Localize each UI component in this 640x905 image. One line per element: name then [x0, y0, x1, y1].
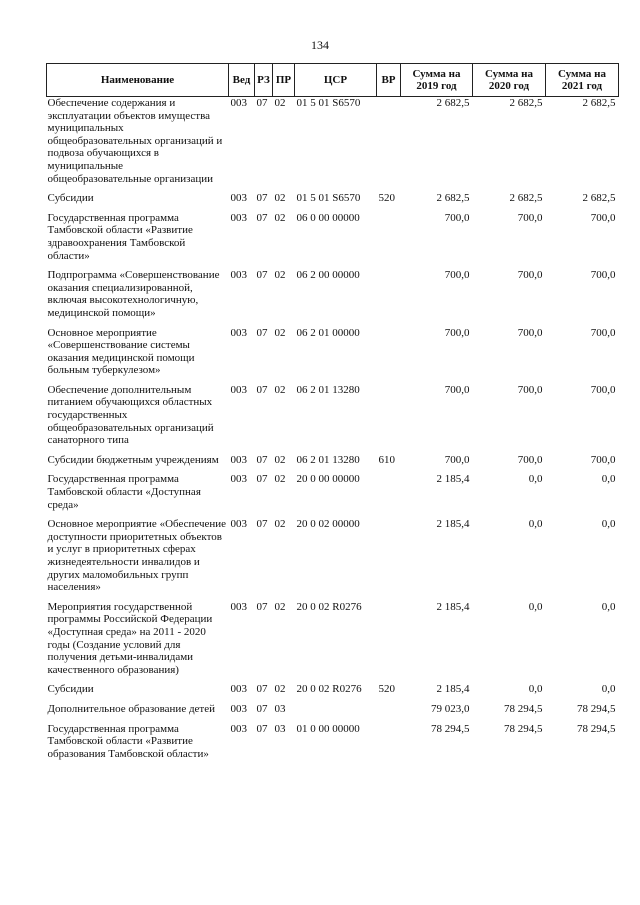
cell-rz: 07: [256, 326, 268, 339]
table-row: [47, 327, 619, 384]
cell-vr: [377, 723, 401, 768]
cell-sum-2020: 0,0: [528, 600, 543, 613]
cell-sum-2021: 0,0: [601, 518, 616, 531]
cell-pr: 02: [274, 269, 286, 282]
cell-sum-2019: 700,0: [444, 383, 470, 396]
cell-sum-2021: 700,0: [590, 383, 616, 396]
cell-sum-2019: 700,0: [444, 453, 470, 466]
header-sum-2020: Сумма на 2020 год: [473, 64, 546, 97]
header-name: Наименование: [47, 64, 229, 97]
cell-ved: 003: [230, 722, 247, 735]
cell-sum-2020: 2 682,5: [509, 97, 543, 109]
cell-rz: 07: [256, 383, 268, 396]
cell-pr: 02: [274, 683, 286, 696]
cell-ved: 003: [230, 192, 247, 205]
cell-pr: 02: [274, 518, 286, 531]
cell-name: Государственная программа Тамбовской области «Доступная среда»: [47, 473, 201, 511]
cell-pr: 02: [274, 453, 286, 466]
cell-sum-2019: 700,0: [444, 326, 470, 339]
cell-sum-2021: 0,0: [601, 473, 616, 486]
cell-sum-2020: 700,0: [517, 383, 543, 396]
cell-csr: 01 5 01 S6570: [296, 192, 361, 205]
cell-sum-2019: 700,0: [444, 269, 470, 282]
cell-rz: 07: [256, 192, 268, 205]
cell-ved: 003: [230, 211, 247, 224]
table-row: [47, 473, 619, 518]
cell-ved: 003: [230, 453, 247, 466]
header-sum-2019: Сумма на 2019 год: [401, 64, 473, 97]
cell-ved: 003: [230, 97, 247, 109]
cell-csr: 06 0 00 00000: [296, 211, 360, 224]
table-row: [47, 97, 619, 193]
cell-name: Государственная программа Тамбовской области «Развитие здравоохранения Тамбовской области»: [47, 211, 193, 262]
cell-vr: [377, 327, 401, 384]
header-csr: ЦСР: [295, 64, 377, 97]
header-pr: ПР: [273, 64, 295, 97]
cell-ved: 003: [230, 269, 247, 282]
cell-sum-2020: 0,0: [528, 518, 543, 531]
cell-name: Мероприятия государственной программы Российской Федерации «Доступная среда» на 2011 - 2020 годы (Создание условий для получения детьми-инвалидами качественного образования): [47, 600, 213, 676]
table-row: [47, 683, 619, 703]
cell-csr: 20 0 02 R0276: [296, 600, 362, 613]
cell-name: Субсидии: [47, 683, 94, 696]
cell-vr: [377, 97, 401, 193]
cell-name: Дополнительное образование детей: [47, 702, 216, 715]
cell-sum-2021: 0,0: [601, 683, 616, 696]
cell-name: Подпрограмма «Совершенствование оказания специализированной, включая высокотехнологичную, медицинской помощи»: [47, 269, 220, 319]
cell-vr: [377, 269, 401, 326]
cell-rz: 07: [256, 211, 268, 224]
cell-ved: 003: [230, 702, 247, 715]
cell-rz: 07: [256, 702, 268, 715]
cell-name: Основное мероприятие «Обеспечение доступности приоритетных объектов и услуг в приоритетных сферах жизнедеятельности инвалидов и других маломобильных групп населения»: [47, 518, 227, 594]
cell-pr: 03: [274, 722, 286, 735]
cell-rz: 07: [256, 683, 268, 696]
cell-vr: [377, 601, 401, 684]
cell-rz: 07: [256, 97, 268, 109]
cell-pr: 02: [274, 192, 286, 205]
cell-ved: 003: [230, 600, 247, 613]
cell-sum-2019: 2 185,4: [436, 600, 470, 613]
cell-rz: 07: [256, 600, 268, 613]
cell-name: Субсидии бюджетным учреждениям: [47, 453, 219, 466]
cell-rz: 07: [256, 518, 268, 531]
cell-sum-2019: 2 185,4: [436, 473, 470, 486]
cell-sum-2019: 2 682,5: [436, 97, 470, 109]
cell-sum-2019: 78 294,5: [431, 722, 470, 735]
cell-sum-2020: 0,0: [528, 683, 543, 696]
cell-name: Субсидии: [47, 192, 94, 205]
page-number: 134: [311, 38, 329, 52]
table-row: [47, 723, 619, 768]
cell-name: Обеспечение содержания и эксплуатации объектов имущества муниципальных общеобразовательных организаций и подвоза обучающихся в муниципальные общеобразовательные организации: [47, 97, 223, 185]
cell-sum-2021: 700,0: [590, 269, 616, 282]
table-header-row: [47, 64, 619, 97]
cell-csr: 06 2 01 00000: [296, 326, 360, 339]
cell-sum-2021: 700,0: [590, 211, 616, 224]
cell-pr: 02: [274, 326, 286, 339]
cell-ved: 003: [230, 473, 247, 486]
cell-rz: 07: [256, 722, 268, 735]
cell-pr: 02: [274, 383, 286, 396]
cell-sum-2020: 0,0: [528, 473, 543, 486]
cell-vr: 520: [378, 192, 395, 205]
cell-csr: 06 2 00 00000: [296, 269, 360, 282]
cell-ved: 003: [230, 518, 247, 531]
cell-sum-2021: 78 294,5: [577, 702, 616, 715]
cell-sum-2019: 2 185,4: [436, 518, 470, 531]
cell-pr: 03: [274, 702, 286, 715]
cell-sum-2019: 700,0: [444, 211, 470, 224]
cell-name: Основное мероприятие «Совершенствование системы оказания медицинской помощи больным туберкулезом»: [47, 326, 195, 377]
cell-sum-2019: 2 682,5: [436, 192, 470, 205]
cell-csr: 20 0 02 R0276: [296, 683, 362, 696]
cell-csr: 20 0 02 00000: [296, 518, 360, 531]
table-body: [47, 97, 619, 768]
table-row: [47, 269, 619, 326]
cell-sum-2020: 700,0: [517, 326, 543, 339]
cell-vr: [377, 473, 401, 518]
header-ved: Вед: [229, 64, 255, 97]
cell-pr: 02: [274, 211, 286, 224]
cell-vr: [377, 703, 401, 723]
table-row: [47, 192, 619, 212]
header-sum-2021: Сумма на 2021 год: [546, 64, 619, 97]
cell-rz: 07: [256, 453, 268, 466]
cell-csr: 01 5 01 S6570: [296, 97, 361, 109]
table-row: [47, 384, 619, 454]
table-row: [47, 212, 619, 269]
table-row: [47, 703, 619, 723]
cell-csr: 01 0 00 00000: [296, 722, 360, 735]
cell-ved: 003: [230, 383, 247, 396]
cell-vr: 610: [378, 453, 395, 466]
cell-name: Государственная программа Тамбовской области «Развитие образования Тамбовской области»: [47, 722, 209, 760]
cell-rz: 07: [256, 473, 268, 486]
cell-sum-2019: 79 023,0: [431, 702, 470, 715]
cell-csr: 20 0 00 00000: [296, 473, 360, 486]
cell-vr: [377, 384, 401, 454]
cell-sum-2019: 2 185,4: [436, 683, 470, 696]
cell-vr: 520: [378, 683, 395, 696]
cell-sum-2020: 78 294,5: [504, 722, 543, 735]
cell-csr: 06 2 01 13280: [296, 383, 360, 396]
cell-sum-2021: 0,0: [601, 600, 616, 613]
cell-ved: 003: [230, 683, 247, 696]
cell-sum-2020: 700,0: [517, 269, 543, 282]
cell-sum-2020: 78 294,5: [504, 702, 543, 715]
budget-table: [46, 63, 619, 767]
table-row: [47, 454, 619, 474]
cell-csr: [295, 703, 377, 723]
cell-sum-2020: 700,0: [517, 453, 543, 466]
cell-sum-2020: 2 682,5: [509, 192, 543, 205]
cell-pr: 02: [274, 600, 286, 613]
cell-vr: [377, 518, 401, 601]
cell-sum-2021: 2 682,5: [582, 97, 616, 109]
header-vr: ВР: [377, 64, 401, 97]
cell-sum-2021: 2 682,5: [582, 192, 616, 205]
table-row: [47, 518, 619, 601]
cell-vr: [377, 212, 401, 269]
table-row: [47, 601, 619, 684]
cell-sum-2021: 78 294,5: [577, 722, 616, 735]
header-rz: РЗ: [255, 64, 273, 97]
cell-csr: 06 2 01 13280: [296, 453, 360, 466]
cell-sum-2021: 700,0: [590, 326, 616, 339]
cell-ved: 003: [230, 326, 247, 339]
cell-pr: 02: [274, 97, 286, 109]
cell-name: Обеспечение дополнительным питанием обучающихся областных государственных общеобразовательных организаций санаторного типа: [47, 383, 214, 447]
cell-sum-2021: 700,0: [590, 453, 616, 466]
cell-rz: 07: [256, 269, 268, 282]
cell-sum-2020: 700,0: [517, 211, 543, 224]
cell-pr: 02: [274, 473, 286, 486]
